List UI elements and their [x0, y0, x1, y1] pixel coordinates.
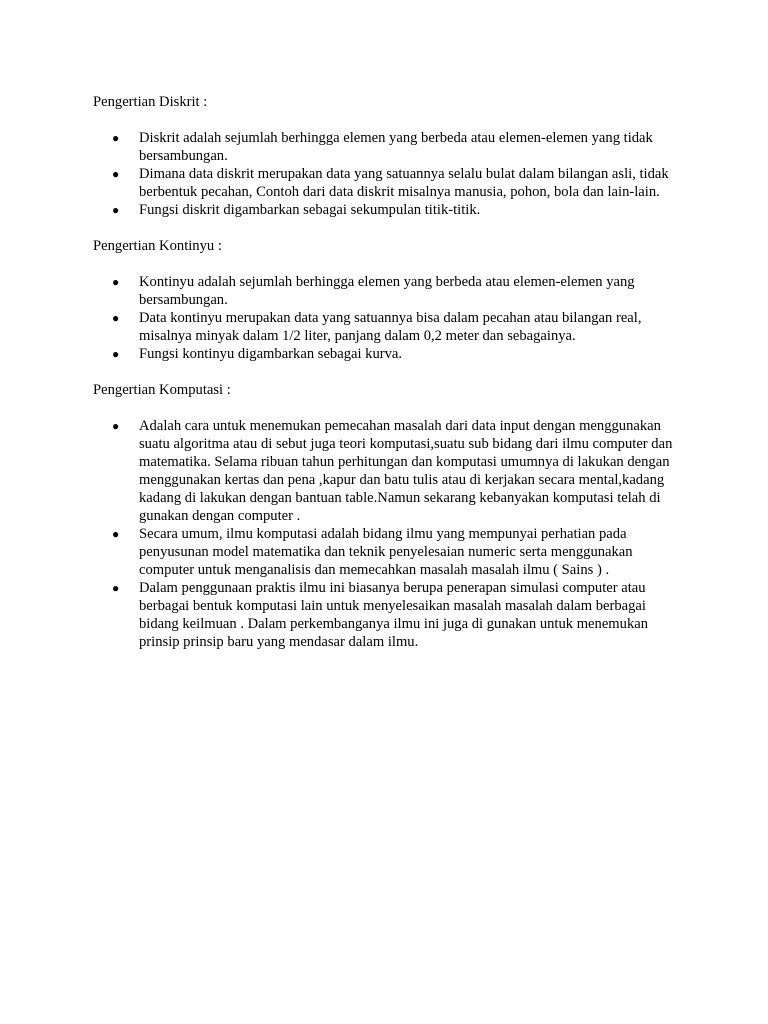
list-item-text: Data kontinyu merupakan data yang satuannya bisa dalam pecahan atau bilangan real, misalnya minyak dalam 1/2 liter, panjang dalam 0,2 meter dan sebagainya. — [139, 310, 642, 344]
list-item — [93, 309, 683, 345]
bullet-icon: ● — [112, 527, 120, 541]
bullet-list-komputasi — [93, 417, 683, 651]
list-item-text: Kontinyu adalah sejumlah berhingga elemen yang berbeda atau elemen-elemen yang bersambungan. — [139, 274, 635, 308]
section-heading-kontinyu: Pengertian Kontinyu : — [93, 238, 222, 254]
section-heading-diskrit: Pengertian Diskrit : — [93, 94, 208, 110]
bullet-icon: ● — [112, 419, 120, 433]
list-item — [93, 273, 683, 309]
list-item-text: Fungsi kontinyu digambarkan sebagai kurva. — [139, 346, 403, 362]
section-heading-komputasi: Pengertian Komputasi : — [93, 382, 231, 398]
list-item-text: Adalah cara untuk menemukan pemecahan masalah dari data input dengan menggunakan suatu algoritma atau di sebut juga teori komputasi,suatu sub bidang dari ilmu computer dan matematika. Selama ribuan tahun perhitungan dan komputasi umumnya di lakukan dengan menggunakan kertas dan pena ,kapur dan batu tulis atau di kerjakan secara mental,kadang kadang di lakukan dengan bantuan table.Namun sekarang kebanyakan komputasi telah di gunakan dengan computer . — [139, 418, 673, 524]
list-item — [93, 129, 683, 165]
bullet-icon: ● — [112, 347, 120, 361]
list-item — [93, 165, 683, 201]
bullet-icon: ● — [112, 581, 120, 595]
bullet-icon: ● — [112, 131, 120, 145]
list-item — [93, 345, 683, 363]
list-item-text: Secara umum, ilmu komputasi adalah bidang ilmu yang mempunyai perhatian pada penyusunan model matematika dan teknik penyelesaian numeric serta menggunakan computer untuk menganalisis dan memecahkan masalah masalah ilmu ( Sains ) . — [139, 526, 633, 578]
list-item — [93, 579, 683, 651]
list-item — [93, 417, 683, 525]
bullet-icon: ● — [112, 203, 120, 217]
list-item-text: Diskrit adalah sejumlah berhingga elemen yang berbeda atau elemen-elemen yang tidak bersambungan. — [139, 130, 653, 164]
bullet-icon: ● — [112, 167, 120, 181]
bullet-icon: ● — [112, 311, 120, 325]
bullet-icon: ● — [112, 275, 120, 289]
list-item-text: Dimana data diskrit merupakan data yang satuannya selalu bulat dalam bilangan asli, tidak berbentuk pecahan, Contoh dari data diskrit misalnya manusia, pohon, bola dan lain-lain. — [139, 166, 669, 200]
list-item-text: Dalam penggunaan praktis ilmu ini biasanya berupa penerapan simulasi computer atau berbagai bentuk komputasi lain untuk menyelesaikan masalah masalah dalam berbagai bidang keilmuan . Dalam perkembanganya ilmu ini juga di gunakan untuk menemukan prinsip prinsip baru yang mendasar dalam ilmu. — [139, 580, 649, 650]
list-item — [93, 525, 683, 579]
list-item-text: Fungsi diskrit digambarkan sebagai sekumpulan titik-titik. — [139, 202, 481, 218]
list-item — [93, 201, 683, 219]
document-body — [93, 93, 683, 669]
bullet-list-kontinyu — [93, 273, 683, 363]
bullet-list-diskrit — [93, 129, 683, 219]
